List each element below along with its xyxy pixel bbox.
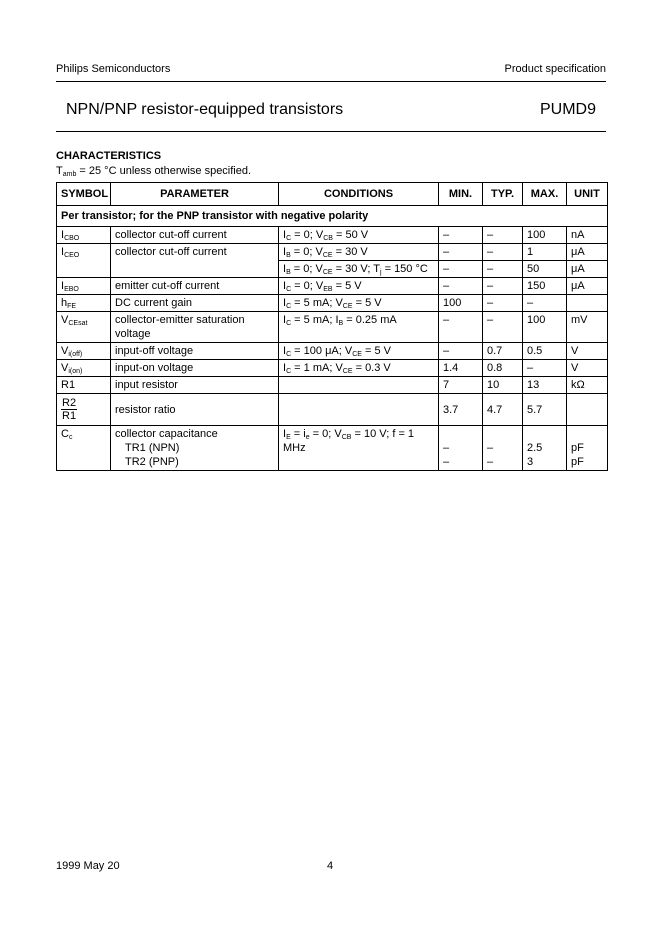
parameter-cell: resistor ratio — [111, 394, 279, 426]
unit-cell: nA — [567, 227, 608, 244]
unit-cell — [567, 295, 608, 312]
min-cell: – — [439, 278, 483, 295]
min-cell: 100 — [439, 295, 483, 312]
min-cell: 1.4 — [439, 360, 483, 377]
symbol-cell: $V_{CEsat}$ — [57, 312, 111, 343]
typ-cell: 10 — [483, 377, 523, 394]
footer-page-number: 4 — [327, 860, 334, 872]
table-row — [57, 295, 608, 312]
unit-cell: kΩ — [567, 377, 608, 394]
table-row — [57, 394, 608, 426]
symbol-cell: $I_{CBO}$ — [57, 227, 111, 244]
parameter-cell: DC current gain — [111, 295, 279, 312]
table-row — [57, 377, 608, 394]
unit-cell: μA — [567, 261, 608, 278]
col-unit: UNIT — [567, 183, 608, 206]
unit-cell: pF pF — [567, 426, 608, 471]
min-cell: 3.7 — [439, 394, 483, 426]
parameter-cell: collector capacitance TR1 (NPN) TR2 (PNP) — [111, 426, 279, 471]
max-cell: 2.5 3 — [523, 426, 567, 471]
document-title: NPN/PNP resistor-equipped transistors — [66, 101, 344, 118]
min-cell: – — [439, 343, 483, 360]
parameter-cell: input-on voltage — [111, 360, 279, 377]
table-row — [57, 278, 608, 295]
max-cell: 13 — [523, 377, 567, 394]
table-row — [57, 227, 608, 244]
typ-cell: – — [483, 244, 523, 261]
col-symbol: SYMBOL — [57, 183, 111, 206]
ratio-fraction: $\frac{R2}{R1}$ — [62, 396, 77, 422]
title-rule — [56, 131, 606, 132]
max-cell: 100 — [523, 312, 567, 343]
min-cell: – — [439, 244, 483, 261]
symbol-cell: $I_{EBO}$ — [57, 278, 111, 295]
table-row — [57, 426, 608, 471]
typ-cell: – — [483, 261, 523, 278]
typ-cell: – — [483, 278, 523, 295]
symbol-cell — [57, 394, 111, 426]
max-cell: 50 — [523, 261, 567, 278]
unit-cell: V — [567, 360, 608, 377]
header-company: Philips Semiconductors — [56, 63, 171, 75]
conditions-cell: $I_C = 0$; $V_{CB} = 50$ V — [279, 227, 439, 244]
col-parameter: PARAMETER — [111, 183, 279, 206]
symbol-cell: R1 — [57, 377, 111, 394]
max-cell: – — [523, 360, 567, 377]
group-row — [57, 206, 608, 227]
unit-cell: V — [567, 343, 608, 360]
footer-date: 1999 May 20 — [56, 860, 120, 872]
conditions-cell: $I_C = 100$ μA; $V_{CE} = 5$ V — [279, 343, 439, 360]
parameter-cell: collector cut-off current — [111, 227, 279, 244]
symbol-cell: $V_{i(on)}$ — [57, 360, 111, 377]
typ-cell: 0.8 — [483, 360, 523, 377]
typ-cell: – — [483, 312, 523, 343]
typ-cell: – — [483, 227, 523, 244]
typ-cell: 0.7 — [483, 343, 523, 360]
col-conditions: CONDITIONS — [279, 183, 439, 206]
min-cell: – — [439, 227, 483, 244]
conditions-cell — [279, 394, 439, 426]
group-label: Per transistor; for the PNP transistor with negative polarity — [57, 206, 608, 227]
typ-cell: 4.7 — [483, 394, 523, 426]
col-max: MAX. — [523, 183, 567, 206]
header-doc-type: Product specification — [504, 63, 606, 75]
min-cell: – — [439, 312, 483, 343]
conditions-cell: $I_C = 5$ mA; $V_{CE} = 5$ V — [279, 295, 439, 312]
conditions-cell: $I_B = 0$; $V_{CE} = 30$ V — [279, 244, 439, 261]
unit-cell: μA — [567, 278, 608, 295]
section-conditions: $T_{amb} = 25$ °C unless otherwise specified. — [56, 165, 252, 178]
max-cell: – — [523, 295, 567, 312]
symbol-cell: $V_{i(off)}$ — [57, 343, 111, 360]
symbol-cell: $h_{FE}$ — [57, 295, 111, 312]
conditions-cell: $I_E = i_e = 0$; $V_{CB} = 10$ V; f = 1 MHz — [279, 426, 439, 471]
max-cell: 100 — [523, 227, 567, 244]
typ-cell: – – — [483, 426, 523, 471]
table-row — [57, 343, 608, 360]
max-cell: 150 — [523, 278, 567, 295]
symbol-cell: $I_{CEO}$ — [57, 244, 111, 278]
table-row — [57, 312, 608, 343]
max-cell: 5.7 — [523, 394, 567, 426]
min-cell: 7 — [439, 377, 483, 394]
header-rule — [56, 81, 606, 82]
table-header-row — [57, 183, 608, 206]
col-min: MIN. — [439, 183, 483, 206]
subrow-tr1: TR1 (NPN) — [125, 442, 180, 454]
parameter-cell: emitter cut-off current — [111, 278, 279, 295]
conditions-cell: $I_C = 1$ mA; $V_{CE} = 0.3$ V — [279, 360, 439, 377]
conditions-cell — [279, 377, 439, 394]
conditions-cell: $I_C = 5$ mA; $I_B = 0.25$ mA — [279, 312, 439, 343]
parameter-cell: collector-emitter saturation voltage — [111, 312, 279, 343]
characteristics-table — [56, 182, 608, 471]
min-cell: – — [439, 261, 483, 278]
unit-cell: mV — [567, 312, 608, 343]
unit-cell — [567, 394, 608, 426]
typ-cell: – — [483, 295, 523, 312]
symbol-cell: $C_c$ — [57, 426, 111, 471]
part-number: PUMD9 — [539, 101, 596, 118]
parameter-cell: input-off voltage — [111, 343, 279, 360]
max-cell: 0.5 — [523, 343, 567, 360]
table-row — [57, 244, 608, 261]
section-heading: CHARACTERISTICS — [56, 150, 162, 162]
table-row — [57, 360, 608, 377]
parameter-cell: input resistor — [111, 377, 279, 394]
max-cell: 1 — [523, 244, 567, 261]
conditions-cell: $I_C = 0$; $V_{EB} = 5$ V — [279, 278, 439, 295]
subrow-tr2: TR2 (PNP) — [125, 456, 179, 468]
min-cell: – – — [439, 426, 483, 471]
conditions-cell: $I_B = 0$; $V_{CE} = 30$ V; $T_j = 150$ °C — [279, 261, 439, 278]
parameter-cell: collector cut-off current — [111, 244, 279, 278]
col-typ: TYP. — [483, 183, 523, 206]
unit-cell: μA — [567, 244, 608, 261]
